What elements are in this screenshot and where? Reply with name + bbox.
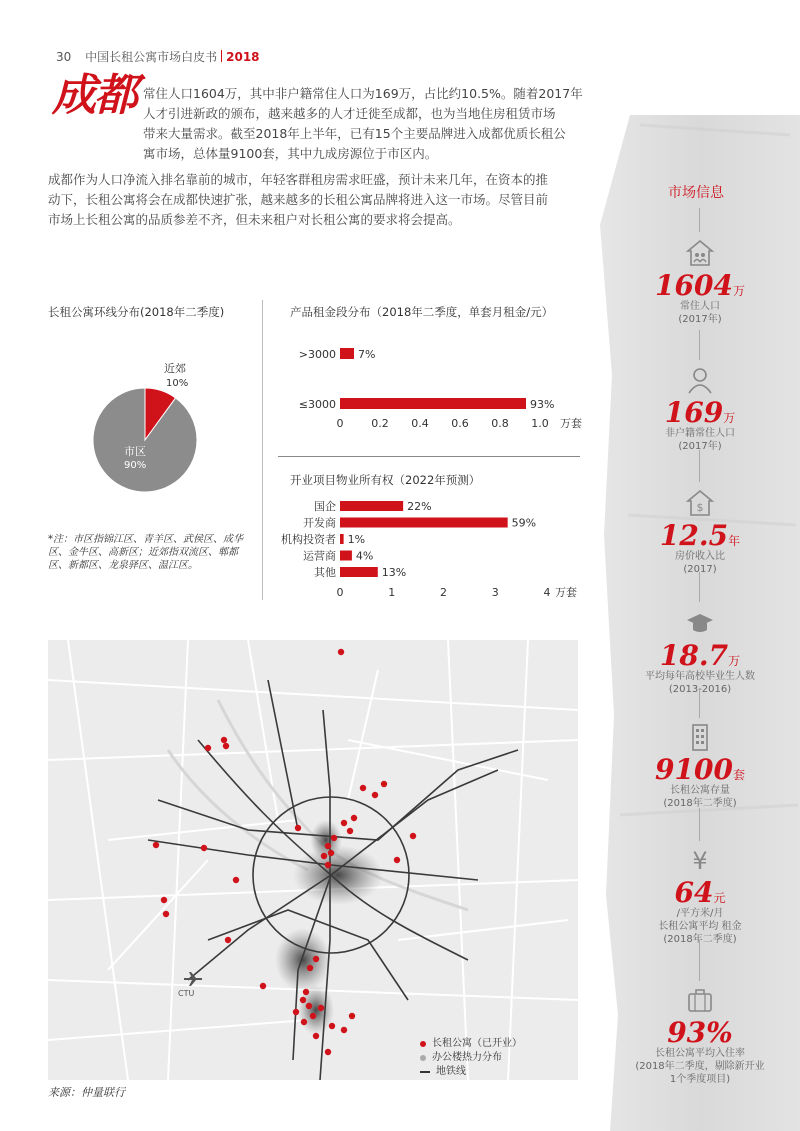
graduation-cap-icon: [685, 608, 715, 638]
apartment-marker: [205, 745, 211, 751]
grey-dot-icon: [420, 1055, 426, 1061]
intro-paragraph-2: [48, 170, 593, 230]
bar-value-label: 13%: [381, 566, 407, 579]
apartment-marker: [223, 743, 229, 749]
header-divider: [221, 50, 222, 62]
sidebar-connector-line: [699, 940, 700, 981]
ownership-bar-chart: [278, 496, 588, 606]
apartment-marker: [325, 862, 331, 868]
bar-category-label: 国企: [314, 500, 336, 513]
bar-category-label: 运营商: [303, 549, 336, 563]
apartment-marker: [410, 833, 416, 839]
city-map: [48, 640, 578, 1080]
bar-value-label: 93%: [530, 398, 555, 411]
sidebar-connector-line: [699, 450, 700, 482]
apartment-marker: [341, 1027, 347, 1033]
person-icon: [685, 365, 715, 395]
x-tick-label: 0.6: [451, 417, 469, 430]
apartment-marker: [306, 1003, 312, 1009]
x-tick-label: 0.2: [371, 417, 389, 430]
stat-label: (2017年): [678, 441, 722, 452]
line-icon: [420, 1071, 430, 1073]
stat-label: /平方米/月: [676, 908, 724, 919]
bar-value-label: 1%: [347, 533, 366, 546]
intro-line: 带来大量需求。截至2018年上半年，已有15个主要品牌进入成都优质长租公: [143, 126, 566, 141]
footnote-line: *注：市区指锦江区、青羊区、武侯区、成华: [48, 534, 243, 545]
intro-line: 成都作为人口净流入排名靠前的城市，年轻客群租房需求旺盛，预计未来几年，在资本的推: [48, 172, 549, 187]
pie-label-urban: 市区: [124, 445, 146, 458]
apartment-marker: [260, 983, 266, 989]
bar-value-label: 7%: [358, 348, 376, 361]
bar-category-label: >3000: [298, 348, 336, 361]
bar: [340, 551, 352, 561]
bar-value-label: 4%: [355, 549, 374, 563]
apartment-marker: [372, 792, 378, 798]
x-tick-label: 2: [440, 586, 447, 599]
page-number: 30: [56, 50, 72, 64]
map-legend: [420, 1037, 522, 1079]
stat-value: 93%: [667, 1016, 733, 1049]
x-tick-label: 1.0: [531, 417, 549, 430]
apartment-marker: [313, 956, 319, 962]
x-unit-label: 万套: [555, 586, 577, 599]
apartment-marker: [313, 1033, 319, 1039]
stat-unit: 年: [728, 534, 741, 548]
pie-chart-title: 长租公寓环线分布(2018年二季度): [48, 305, 225, 319]
apartment-marker: [153, 842, 159, 848]
apartment-marker: [161, 897, 167, 903]
house-people-icon: [685, 238, 715, 268]
apartment-marker: [394, 857, 400, 863]
legend-item-apartment: [420, 1037, 522, 1051]
sidebar-title: 市场信息: [668, 185, 724, 201]
stat-unit: 万: [732, 284, 745, 298]
stat-label: (2017年): [678, 314, 722, 325]
bar: [340, 348, 354, 359]
stat-label: 平均每年高校毕业生人数: [645, 671, 755, 682]
stat-item: [600, 845, 800, 946]
svg-text:¥: ¥: [692, 847, 708, 875]
footnote-line: 区、新都区、龙泉驿区、温江区。: [48, 560, 198, 571]
stat-value: 12.5: [659, 519, 729, 552]
x-tick-label: 0: [336, 586, 344, 599]
house-dollar-icon: [685, 488, 715, 518]
stat-value: 169: [664, 396, 724, 429]
rent-bar-chart: [278, 330, 588, 440]
legend-item-heat: [420, 1051, 522, 1065]
apartment-marker: [233, 877, 239, 883]
stat-value: 1604: [655, 269, 733, 302]
apartment-marker: [221, 737, 227, 743]
apartment-marker: [301, 1019, 307, 1025]
yuan-icon: [685, 845, 715, 875]
stat-label: (2018年二季度): [663, 798, 737, 809]
pie-chart: [80, 355, 220, 505]
chart-divider-vertical: [262, 300, 263, 600]
chart-divider-horizontal: [278, 456, 580, 457]
stat-item: [600, 365, 800, 453]
bar-category-label: 开发商: [303, 516, 336, 530]
stat-label: (2017): [683, 564, 717, 575]
legend-label: 长租公寓（已开业）: [432, 1038, 522, 1049]
apartment-marker: [349, 1013, 355, 1019]
red-dot-icon: [420, 1041, 426, 1047]
intro-line: 动下，长租公寓将会在成都快速扩张，越来越多的长租公寓品牌将进入这一市场。尽管目前: [48, 192, 549, 207]
apartment-marker: [300, 997, 306, 1003]
bar: [340, 501, 403, 511]
apartment-marker: [325, 1049, 331, 1055]
stat-item: [600, 722, 800, 810]
x-tick-label: 1: [388, 586, 396, 599]
x-tick-label: 0.4: [411, 417, 429, 430]
apartment-marker: [347, 828, 353, 834]
publication-year: 2018: [226, 50, 260, 64]
stat-label: (2013-2016): [668, 684, 732, 695]
intro-paragraph-1: [143, 84, 591, 164]
city-title: 成都: [52, 70, 136, 121]
apartment-marker: [293, 1009, 299, 1015]
stat-item: [600, 488, 800, 576]
sidebar-connector-line: [699, 330, 700, 360]
suitcase-icon: [685, 985, 715, 1015]
legend-label: 办公楼热力分布: [432, 1052, 502, 1063]
apartment-marker: [381, 781, 387, 787]
publication-title: 中国长租公寓市场白皮书: [85, 50, 218, 64]
sidebar-connector-line: [699, 808, 700, 841]
x-tick-label: 0.8: [491, 417, 509, 430]
stat-unit: 万: [723, 411, 736, 425]
intro-line: 常住人口1604万，其中非户籍常住人口为169万，占比约10.5%。随着2017年: [143, 86, 583, 101]
apartment-marker: [329, 1023, 335, 1029]
x-tick-label: 0: [336, 417, 344, 430]
stat-label: 房价收入比: [675, 551, 725, 562]
footnote: [48, 533, 248, 572]
apartment-marker: [321, 853, 327, 859]
stat-label: 长租公寓存量: [670, 785, 730, 796]
apartment-marker: [310, 1013, 316, 1019]
sidebar-connector-line: [699, 208, 700, 232]
stat-item: [600, 985, 800, 1086]
stat-label: 非户籍常住人口: [665, 428, 735, 439]
pie-label-suburb: 近郊: [164, 362, 186, 375]
page-header: [56, 48, 260, 65]
apartment-marker: [325, 843, 331, 849]
stat-unit: 元: [713, 891, 726, 905]
legend-label: 地铁线: [436, 1066, 466, 1077]
ownership-chart-title: 开业项目物业所有权（2022年预测）: [290, 473, 481, 487]
bar: [340, 398, 526, 409]
x-unit-label: 万套: [560, 417, 582, 430]
apartment-marker: [163, 911, 169, 917]
apartment-marker: [307, 965, 313, 971]
bar-category-label: 机构投资者: [281, 533, 336, 546]
stat-label: 常住人口: [680, 301, 720, 312]
stat-item: [600, 608, 800, 696]
apartment-marker: [328, 850, 334, 856]
stat-label: (2018年二季度): [663, 934, 737, 945]
x-tick-label: 4: [543, 586, 551, 599]
apartment-marker: [303, 989, 309, 995]
bar-value-label: 22%: [407, 500, 432, 513]
pie-slice-urban: [93, 388, 197, 492]
source-note: 来源：仲量联行: [48, 1086, 125, 1099]
airport-label: CTU: [178, 989, 195, 998]
stat-label: (2018年二季度，剔除新开业: [635, 1061, 765, 1072]
bar: [340, 518, 508, 528]
intro-line: 市场上长租公寓的品质参差不齐，但未来租户对长租公寓的要求将会提高。: [48, 212, 461, 227]
sidebar-connector-line: [699, 572, 700, 602]
apartment-marker: [295, 825, 301, 831]
svg-text:$: $: [696, 501, 704, 514]
stat-label: 1个季度项目): [669, 1074, 731, 1085]
stat-label: 长租公寓平均 租金: [658, 921, 742, 932]
pie-value-suburb: 10%: [166, 378, 189, 389]
apartment-marker: [351, 815, 357, 821]
apartment-marker: [318, 1005, 324, 1011]
stat-value: 9100: [655, 753, 733, 786]
apartment-marker: [331, 835, 337, 841]
apartment-marker: [341, 820, 347, 826]
bar-category-label: ≤3000: [298, 398, 336, 411]
bar-value-label: 59%: [511, 516, 537, 530]
apartment-marker: [338, 649, 344, 655]
building-icon: [685, 722, 715, 752]
footnote-line: 区、金牛区、高新区；近郊指双流区、郫都: [48, 547, 238, 558]
intro-line: 人才引进新政的颁布，越来越多的人才迁徙至成都，也为当地住房租赁市场: [143, 106, 556, 121]
stat-unit: 套: [732, 768, 745, 782]
bar: [340, 567, 378, 577]
stat-value: 64: [674, 876, 714, 909]
x-tick-label: 3: [491, 586, 499, 599]
apartment-marker: [360, 785, 366, 791]
stat-label: 长租公寓平均入住率: [655, 1048, 745, 1059]
legend-item-metro: [420, 1065, 522, 1079]
apartment-marker: [225, 937, 231, 943]
apartment-marker: [201, 845, 207, 851]
pie-value-urban: 90%: [124, 460, 147, 471]
rent-chart-title: 产品租金段分布（2018年二季度，单套月租金/元）: [290, 305, 554, 319]
stat-item: [600, 238, 800, 326]
bar-category-label: 其他: [314, 566, 336, 579]
intro-line: 寓市场，总体量9100套，其中九成房源位于市区内。: [143, 146, 438, 161]
stat-value: 18.7: [659, 639, 729, 672]
bar: [340, 534, 344, 544]
stat-unit: 万: [728, 654, 741, 668]
